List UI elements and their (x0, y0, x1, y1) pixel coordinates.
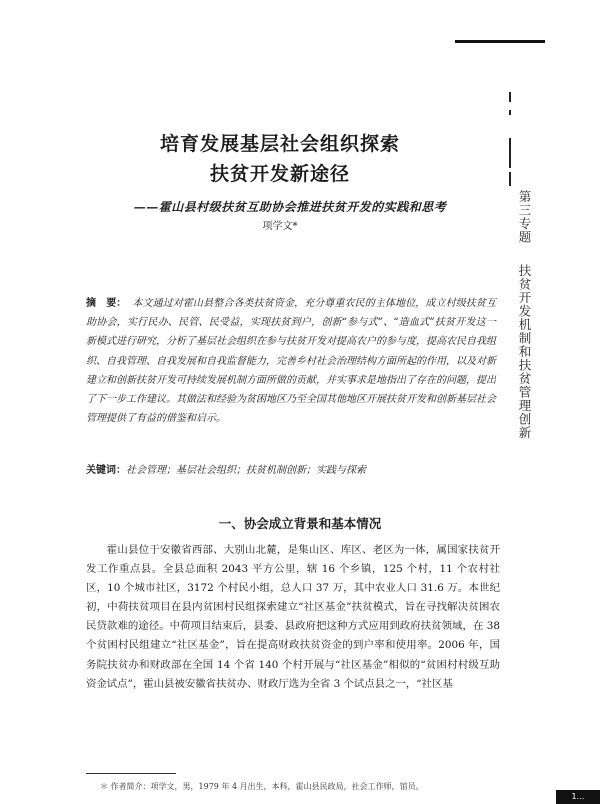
footnote: ＊ 作者简介：项学文，男，1979 年 4 月出生，本科，霍山县民政局，社会工作师，馆员。 (100, 782, 424, 791)
abstract-text: 本文通过对霍山县整合各类扶贫资金，充分尊重农民的主体地位，成立村级扶贫互助协会，实行民办、民管、民受益，实现扶贫到户，创新“参与式”、“造血式”扶贫开发这一新模式进行研究，分析了基层社会组织在参与扶贫开发对提高农户的参与度，提高农民自我组织、自我管理、自我发展和自我监督能力，完善乡村社会治理结构方面所起的作用，以及对新建立和创新扶贫开发可持续发展机制方面所做的贡献，并实事求是地指出了存在的问题，提出了下一步工作建议。其做法和经验为贫困地区乃至全国其他地区开展扶贫开发和创新基层社会管理提供了有益的借鉴和启示。 (86, 298, 497, 425)
side-column-topic: 扶贫开发机制和扶贫管理创新 (517, 263, 532, 440)
article-title-line2: 扶贫开发新途径 (209, 163, 350, 185)
body-paragraph: 霍山县位于安徽省西部、大别山北麓，是集山区、库区、老区为一体，属国家扶贫开发工作重点县。全县总面积 2043 平方公里，辖 16 个乡镇，125 个村，11 个农村社区，10 个城市社区，3172 个村民小组，总人口 37 万，其中农业人口 31.6 万。本世纪初，中荷扶贫项目在县内贫困村民组探索建立“社区基金”扶贫模式，旨在寻找解决贫困农民贷款难的途径。中荷项目结束后，县委、县政府把这种方式应用到政府扶贫领域，在 38 个贫困村民组建立“社区基金”，旨在提高财政扶贫资金的到户率和使用率。2006 年，国务院扶贫办和财政部在全国 14 个省 140 个村开展与“社区基金”相似的“贫困村村级互助资金试点”，霍山县被安徽省扶贫办、财政厅选为全省 3 个试点县之一，“社区基 (86, 544, 500, 690)
keywords-text: 社会管理；基层社会组织；扶贫机制创新；实践与探索 (126, 465, 366, 476)
body-text (86, 541, 500, 694)
article-title-line1: 培育发展基层社会组织探索 (159, 133, 400, 155)
article-subtitle: ——霍山县村级扶贫互助协会推进扶贫开发的实践和思考 (133, 200, 447, 214)
page-number: 1… (556, 790, 600, 804)
abstract (86, 294, 496, 428)
abstract-label: 摘 要： (86, 298, 127, 309)
keywords (86, 461, 496, 476)
header-rule (455, 40, 545, 43)
side-column-part: 第三专题 (517, 190, 532, 244)
author: 项学文* (262, 221, 298, 232)
section-heading: 一、协会成立背景和基本情况 (218, 516, 382, 531)
margin-rule (509, 138, 511, 168)
margin-tick (509, 92, 511, 102)
side-column (509, 190, 533, 490)
footnote-rule (86, 773, 176, 774)
margin-rule (509, 172, 511, 186)
margin-tick (509, 110, 511, 115)
keywords-label: 关键词： (86, 465, 126, 476)
